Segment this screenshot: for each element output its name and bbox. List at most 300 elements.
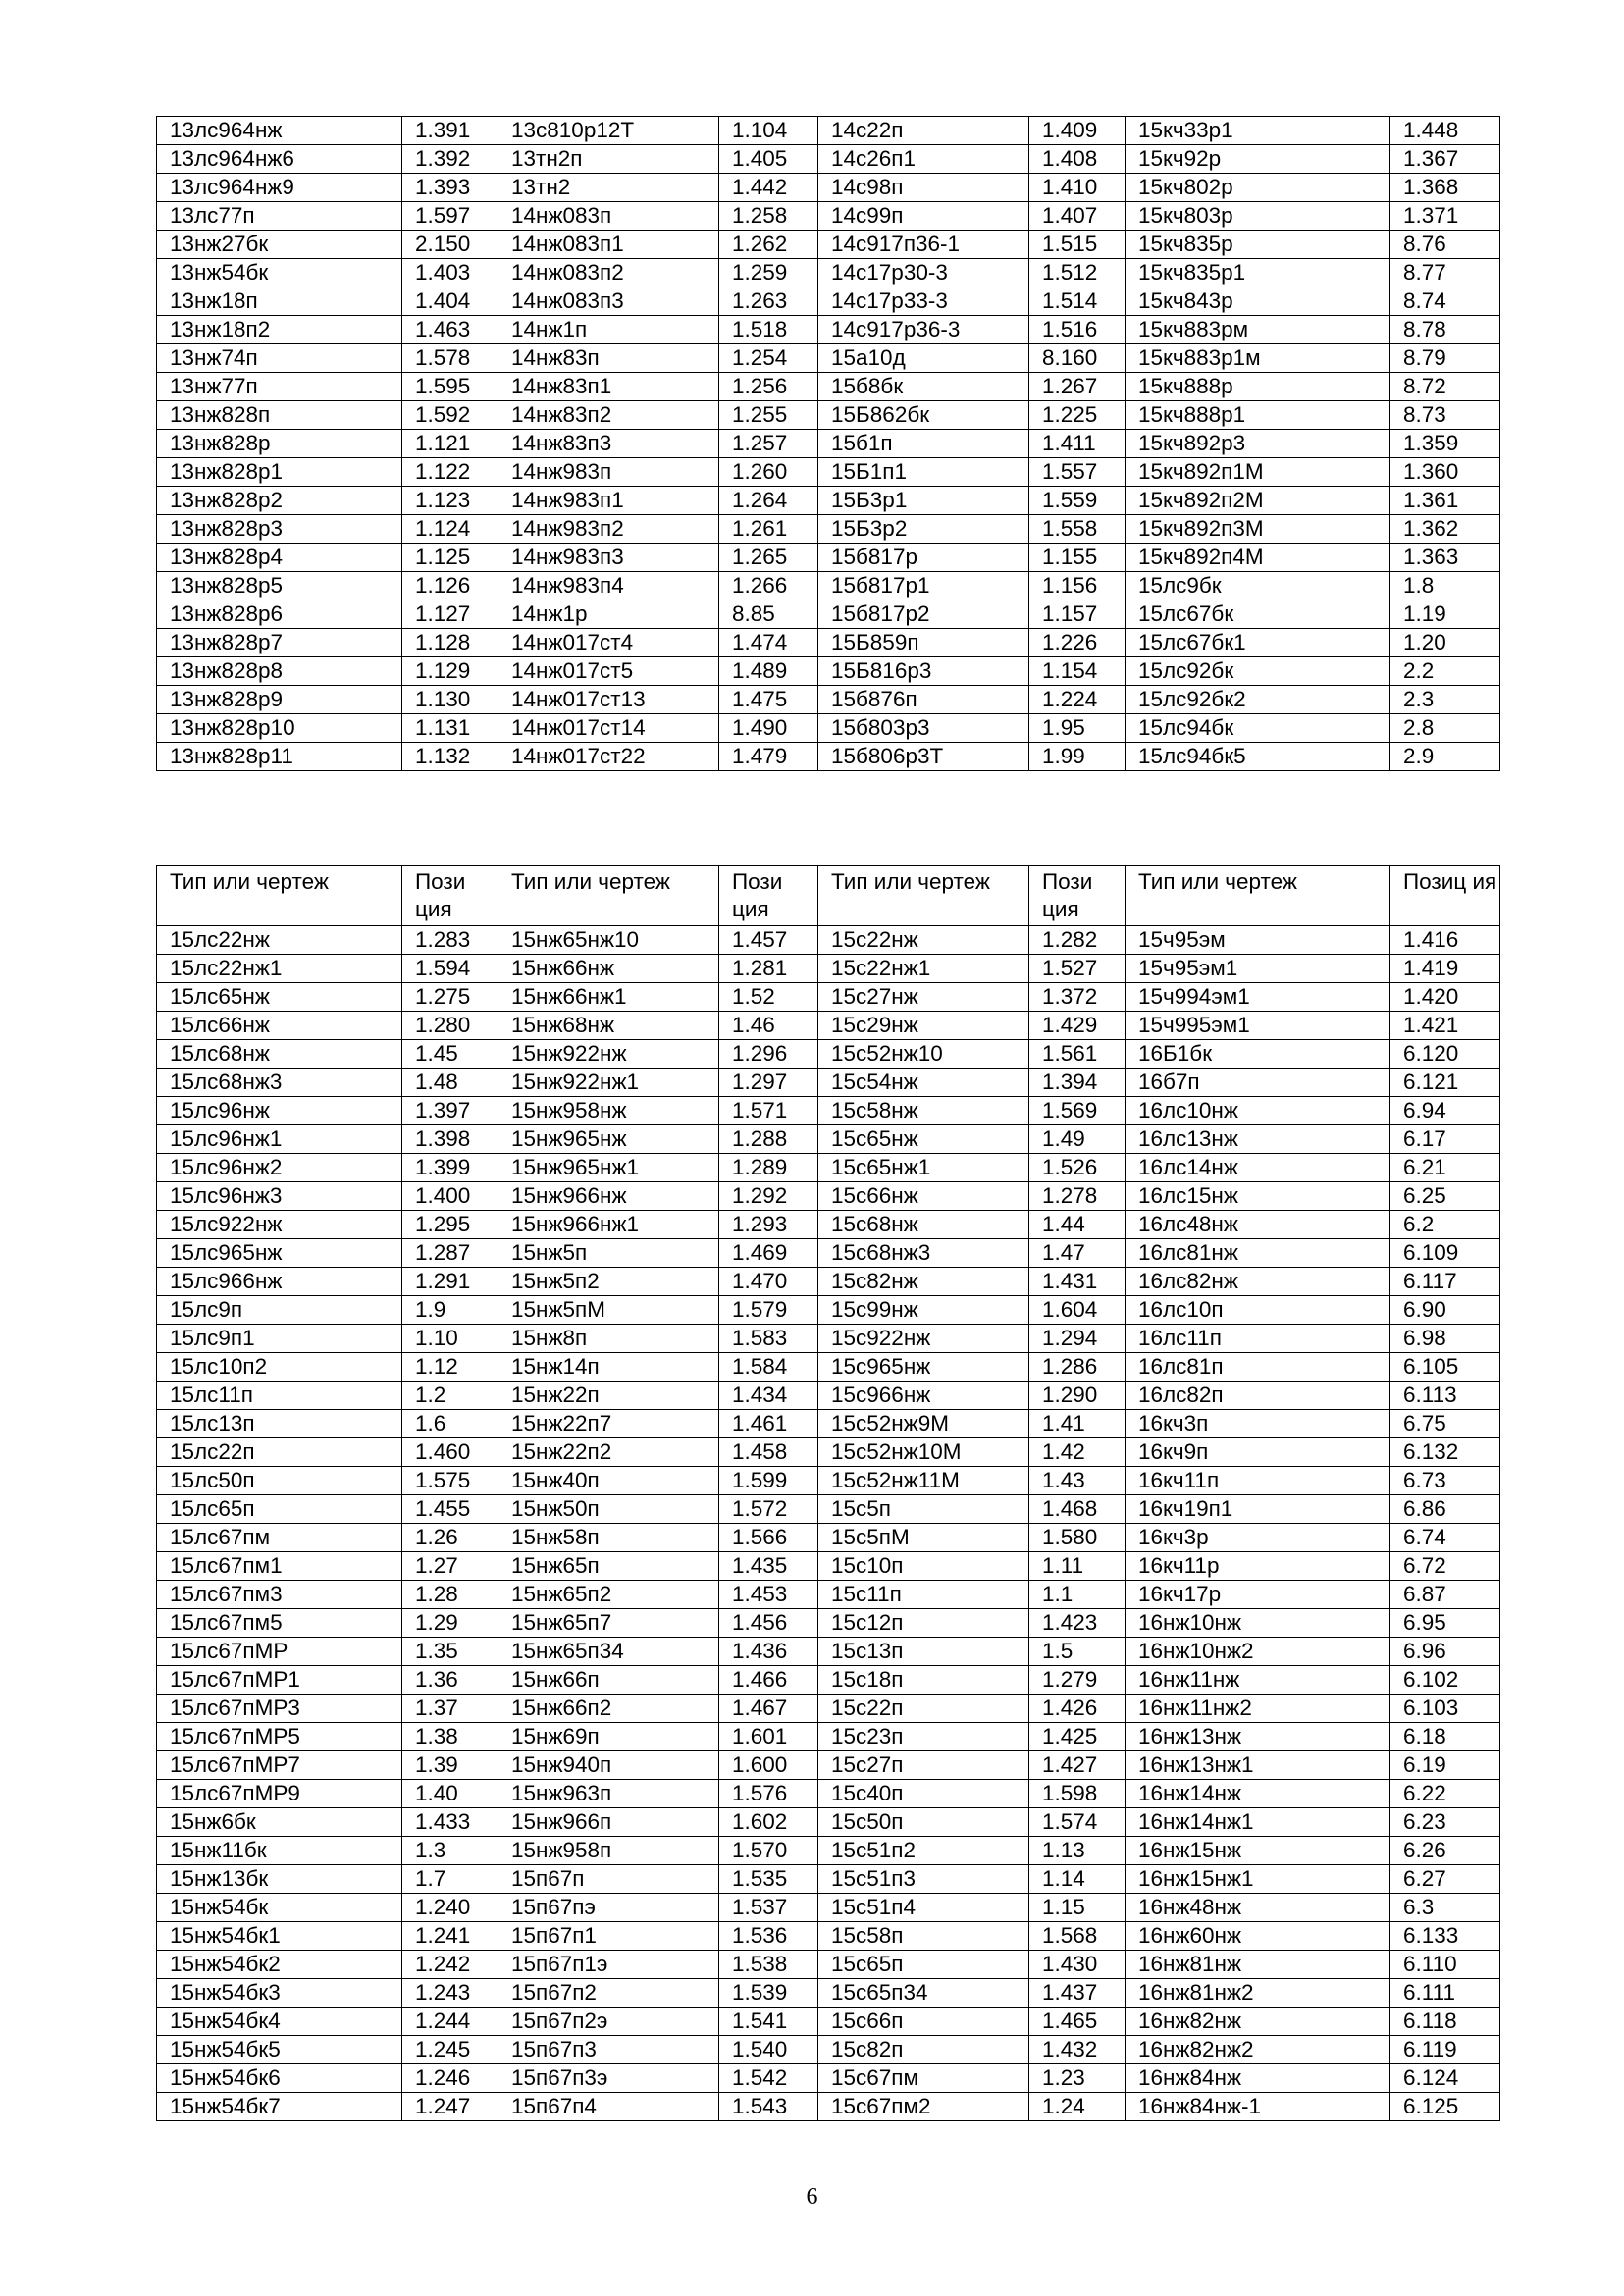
table-row [157, 1353, 1500, 1382]
position-cell: 1.398 [402, 1125, 498, 1154]
type-cell: 15лс9п1 [157, 1325, 402, 1353]
type-cell: 15лс96нж3 [157, 1182, 402, 1211]
table-row [157, 373, 1500, 401]
position-cell: 1.157 [1029, 600, 1126, 629]
position-cell: 1.457 [719, 926, 818, 955]
type-cell: 16нж15нж1 [1126, 1865, 1390, 1894]
type-cell: 15нж940п [498, 1751, 719, 1780]
type-cell: 15с58нж [818, 1097, 1029, 1125]
position-cell: 1.592 [402, 401, 498, 430]
type-cell: 15нж966п [498, 1808, 719, 1837]
type-cell: 15лс92бк [1126, 657, 1390, 686]
position-cell: 1.597 [402, 202, 498, 231]
position-cell: 1.359 [1390, 430, 1500, 458]
position-cell: 6.113 [1390, 1382, 1500, 1410]
type-cell: 15б817р2 [818, 600, 1029, 629]
position-cell: 1.368 [1390, 174, 1500, 202]
position-cell: 1.6 [402, 1410, 498, 1438]
position-cell: 1.527 [1029, 955, 1126, 983]
position-cell: 1.411 [1029, 430, 1126, 458]
type-cell: 15нж65п [498, 1552, 719, 1581]
type-cell: 15с23п [818, 1723, 1029, 1751]
position-cell: 6.2 [1390, 1211, 1500, 1239]
type-cell: 13нж828р5 [157, 572, 402, 600]
table-row [157, 1524, 1500, 1552]
position-cell: 6.26 [1390, 1837, 1500, 1865]
type-cell: 14нж83п2 [498, 401, 719, 430]
position-cell: 1.257 [719, 430, 818, 458]
type-cell: 13тн2 [498, 174, 719, 202]
type-cell: 15п67п3э [498, 2064, 719, 2093]
position-cell: 1.399 [402, 1154, 498, 1182]
position-cell: 1.291 [402, 1268, 498, 1296]
type-cell: 13нж828р7 [157, 629, 402, 657]
type-cell: 15п67п [498, 1865, 719, 1894]
type-cell: 14нж017ст4 [498, 629, 719, 657]
type-cell: 15нж22п7 [498, 1410, 719, 1438]
type-cell: 15нж50п [498, 1495, 719, 1524]
table-row [157, 1581, 1500, 1609]
position-cell: 1.15 [1029, 1894, 1126, 1922]
position-cell: 1.279 [1029, 1666, 1126, 1695]
position-cell: 1.514 [1029, 287, 1126, 316]
position-cell: 1.260 [719, 458, 818, 487]
type-cell: 15лс67пМР9 [157, 1780, 402, 1808]
type-cell: 15лс66нж [157, 1012, 402, 1040]
type-cell: 15с22нж [818, 926, 1029, 955]
position-cell: 1.226 [1029, 629, 1126, 657]
position-cell: 1.409 [1029, 117, 1126, 145]
type-cell: 15лс22нж1 [157, 955, 402, 983]
position-cell: 1.429 [1029, 1012, 1126, 1040]
position-cell: 1.460 [402, 1438, 498, 1467]
type-cell: 13нж828р8 [157, 657, 402, 686]
table-row [157, 2036, 1500, 2064]
type-cell: 15лс67пМР7 [157, 1751, 402, 1780]
table-row [157, 1438, 1500, 1467]
type-cell: 15нж22п [498, 1382, 719, 1410]
type-cell: 15лс68нж3 [157, 1069, 402, 1097]
type-cell: 16Б1бк [1126, 1040, 1390, 1069]
table-row [157, 1609, 1500, 1638]
table-row [157, 1097, 1500, 1125]
position-cell: 1.261 [719, 515, 818, 544]
type-cell: 15б8бк [818, 373, 1029, 401]
type-cell: 15с99нж [818, 1296, 1029, 1325]
type-cell: 13лс964нж6 [157, 145, 402, 174]
position-cell: 1.292 [719, 1182, 818, 1211]
type-cell: 15с27нж [818, 983, 1029, 1012]
type-cell: 15нж54бк6 [157, 2064, 402, 2093]
type-cell: 15кч883рм [1126, 316, 1390, 344]
column-header: Тип или чертеж [157, 866, 402, 926]
type-cell: 15с5пМ [818, 1524, 1029, 1552]
type-cell: 15кч892п3М [1126, 515, 1390, 544]
position-cell: 1.470 [719, 1268, 818, 1296]
position-cell: 1.372 [1029, 983, 1126, 1012]
table-row [157, 1239, 1500, 1268]
type-cell: 15кч843р [1126, 287, 1390, 316]
position-cell: 6.23 [1390, 1808, 1500, 1837]
table-row [157, 1012, 1500, 1040]
type-cell: 15нж54бк4 [157, 2008, 402, 2036]
type-cell: 15лс94бк5 [1126, 743, 1390, 771]
position-cell: 1.256 [719, 373, 818, 401]
type-cell: 14нж1р [498, 600, 719, 629]
type-cell: 15Б816р3 [818, 657, 1029, 686]
position-cell: 1.363 [1390, 544, 1500, 572]
table-row [157, 2093, 1500, 2121]
type-cell: 15п67п3 [498, 2036, 719, 2064]
type-cell: 13нж828р10 [157, 714, 402, 743]
type-cell: 13нж828р3 [157, 515, 402, 544]
type-cell: 13нж828р6 [157, 600, 402, 629]
table-row [157, 544, 1500, 572]
position-cell: 1.538 [719, 1951, 818, 1979]
type-cell: 15п67п4 [498, 2093, 719, 2121]
position-cell: 1.404 [402, 287, 498, 316]
table-row [157, 600, 1500, 629]
type-cell: 15лс9бк [1126, 572, 1390, 600]
type-cell: 15нж66п [498, 1666, 719, 1695]
position-cell: 1.584 [719, 1353, 818, 1382]
type-cell: 15лс22п [157, 1438, 402, 1467]
position-cell: 1.240 [402, 1894, 498, 1922]
position-cell: 1.474 [719, 629, 818, 657]
type-cell: 16кч11р [1126, 1552, 1390, 1581]
type-cell: 15лс68нж [157, 1040, 402, 1069]
position-cell: 8.78 [1390, 316, 1500, 344]
position-cell: 1.280 [402, 1012, 498, 1040]
type-cell: 14с22п [818, 117, 1029, 145]
type-cell: 15лс92бк2 [1126, 686, 1390, 714]
position-cell: 1.489 [719, 657, 818, 686]
type-cell: 15лс67пм [157, 1524, 402, 1552]
position-cell: 1.561 [1029, 1040, 1126, 1069]
position-cell: 1.433 [402, 1808, 498, 1837]
position-cell: 1.49 [1029, 1125, 1126, 1154]
position-cell: 1.397 [402, 1097, 498, 1125]
type-cell: 13лс964нж9 [157, 174, 402, 202]
position-cell: 1.604 [1029, 1296, 1126, 1325]
position-cell: 1.5 [1029, 1638, 1126, 1666]
type-cell: 15кч92р [1126, 145, 1390, 174]
position-cell: 6.94 [1390, 1097, 1500, 1125]
type-cell: 15лс65п [157, 1495, 402, 1524]
position-cell: 1.392 [402, 145, 498, 174]
position-cell: 1.536 [719, 1922, 818, 1951]
position-cell: 1.125 [402, 544, 498, 572]
column-header: Пози ция [402, 866, 498, 926]
position-cell: 1.466 [719, 1666, 818, 1695]
column-header: Пози ция [1029, 866, 1126, 926]
type-cell: 13нж18п2 [157, 316, 402, 344]
type-cell: 15кч888р [1126, 373, 1390, 401]
type-cell: 16нж15нж [1126, 1837, 1390, 1865]
position-cell: 1.569 [1029, 1097, 1126, 1125]
position-cell: 1.19 [1390, 600, 1500, 629]
position-cell: 6.102 [1390, 1666, 1500, 1695]
table-row [157, 174, 1500, 202]
position-cell: 2.3 [1390, 686, 1500, 714]
type-cell: 15кч803р [1126, 202, 1390, 231]
position-cell: 1.124 [402, 515, 498, 544]
position-cell: 1.362 [1390, 515, 1500, 544]
position-cell: 1.570 [719, 1837, 818, 1865]
position-cell: 1.122 [402, 458, 498, 487]
type-cell: 15с66нж [818, 1182, 1029, 1211]
position-cell: 6.75 [1390, 1410, 1500, 1438]
type-cell: 15с65п [818, 1951, 1029, 1979]
position-cell: 1.24 [1029, 2093, 1126, 2121]
type-cell: 15нж65п34 [498, 1638, 719, 1666]
type-cell: 15с966нж [818, 1382, 1029, 1410]
position-cell: 1.246 [402, 2064, 498, 2093]
position-cell: 1.475 [719, 686, 818, 714]
position-cell: 1.416 [1390, 926, 1500, 955]
type-cell: 16лс10п [1126, 1296, 1390, 1325]
position-cell: 1.128 [402, 629, 498, 657]
type-cell: 15кч892п2М [1126, 487, 1390, 515]
type-cell: 15с18п [818, 1666, 1029, 1695]
type-cell: 16нж84нж-1 [1126, 2093, 1390, 2121]
type-cell: 15кч33р1 [1126, 117, 1390, 145]
position-cell: 1.420 [1390, 983, 1500, 1012]
position-cell: 6.95 [1390, 1609, 1500, 1638]
type-cell: 15с12п [818, 1609, 1029, 1638]
type-cell: 16лс81нж [1126, 1239, 1390, 1268]
type-cell: 15с58п [818, 1922, 1029, 1951]
type-cell: 15нж958нж [498, 1097, 719, 1125]
type-cell: 16нж11нж [1126, 1666, 1390, 1695]
type-cell: 14с917п36-1 [818, 231, 1029, 259]
position-cell: 1.45 [402, 1040, 498, 1069]
position-cell: 1.431 [1029, 1268, 1126, 1296]
type-cell: 15нж40п [498, 1467, 719, 1495]
position-cell: 1.11 [1029, 1552, 1126, 1581]
type-cell: 16кч3р [1126, 1524, 1390, 1552]
position-cell: 1.537 [719, 1894, 818, 1922]
type-cell: 15лс67пМР1 [157, 1666, 402, 1695]
type-cell: 15кч888р1 [1126, 401, 1390, 430]
position-cell: 1.391 [402, 117, 498, 145]
position-cell: 1.425 [1029, 1723, 1126, 1751]
position-cell: 6.3 [1390, 1894, 1500, 1922]
position-cell: 1.224 [1029, 686, 1126, 714]
type-cell: 15кч835р [1126, 231, 1390, 259]
table-row [157, 1808, 1500, 1837]
column-header: Тип или чертеж [498, 866, 719, 926]
type-cell: 13лс964нж [157, 117, 402, 145]
table-row [157, 714, 1500, 743]
type-cell: 15нж65п7 [498, 1609, 719, 1638]
type-cell: 16нж14нж [1126, 1780, 1390, 1808]
table-row [157, 629, 1500, 657]
table-row [157, 1638, 1500, 1666]
type-cell: 16лс15нж [1126, 1182, 1390, 1211]
position-cell: 1.262 [719, 231, 818, 259]
table-row [157, 1695, 1500, 1723]
position-cell: 6.73 [1390, 1467, 1500, 1495]
position-cell: 1.154 [1029, 657, 1126, 686]
type-cell: 15нж54бк7 [157, 2093, 402, 2121]
position-cell: 1.559 [1029, 487, 1126, 515]
type-cell: 15лс67пМР3 [157, 1695, 402, 1723]
position-cell: 1.52 [719, 983, 818, 1012]
position-cell: 6.110 [1390, 1951, 1500, 1979]
position-cell: 6.111 [1390, 1979, 1500, 2008]
position-cell: 1.247 [402, 2093, 498, 2121]
position-cell: 2.150 [402, 231, 498, 259]
table-row [157, 344, 1500, 373]
type-cell: 15нж922нж [498, 1040, 719, 1069]
type-cell: 14с17р30-3 [818, 259, 1029, 287]
type-cell: 14нж83п1 [498, 373, 719, 401]
type-cell: 15лс96нж2 [157, 1154, 402, 1182]
type-cell: 16кч11п [1126, 1467, 1390, 1495]
type-cell: 15с965нж [818, 1353, 1029, 1382]
position-cell: 1.455 [402, 1495, 498, 1524]
type-cell: 16лс82нж [1126, 1268, 1390, 1296]
position-cell: 6.22 [1390, 1780, 1500, 1808]
type-cell: 15с68нж3 [818, 1239, 1029, 1268]
type-cell: 14нж983п1 [498, 487, 719, 515]
position-cell: 6.120 [1390, 1040, 1500, 1069]
position-cell: 1.27 [402, 1552, 498, 1581]
position-cell: 1.526 [1029, 1154, 1126, 1182]
position-cell: 1.575 [402, 1467, 498, 1495]
position-cell: 1.283 [402, 926, 498, 955]
type-cell: 15нж5п2 [498, 1268, 719, 1296]
type-cell: 15нж965нж [498, 1125, 719, 1154]
table-row [157, 401, 1500, 430]
position-cell: 1.259 [719, 259, 818, 287]
position-cell: 1.518 [719, 316, 818, 344]
position-cell: 8.73 [1390, 401, 1500, 430]
position-cell: 1.47 [1029, 1239, 1126, 1268]
type-cell: 15кч802р [1126, 174, 1390, 202]
type-cell: 15с65п34 [818, 1979, 1029, 2008]
type-cell: 16лс48нж [1126, 1211, 1390, 1239]
position-cell: 8.79 [1390, 344, 1500, 373]
type-cell: 15лс67пм5 [157, 1609, 402, 1638]
type-cell: 15с67пм2 [818, 2093, 1029, 2121]
type-cell: 15с51п4 [818, 1894, 1029, 1922]
type-cell: 14нж017ст14 [498, 714, 719, 743]
table-row [157, 2064, 1500, 2093]
position-cell: 6.72 [1390, 1552, 1500, 1581]
position-cell: 6.17 [1390, 1125, 1500, 1154]
type-cell: 14с17р33-3 [818, 287, 1029, 316]
type-cell: 16кч19п1 [1126, 1495, 1390, 1524]
position-cell: 6.90 [1390, 1296, 1500, 1325]
position-cell: 1.13 [1029, 1837, 1126, 1865]
type-cell: 15нж966нж [498, 1182, 719, 1211]
position-cell: 1.42 [1029, 1438, 1126, 1467]
position-cell: 1.601 [719, 1723, 818, 1751]
position-cell: 1.10 [402, 1325, 498, 1353]
position-cell: 1.267 [1029, 373, 1126, 401]
position-cell: 6.74 [1390, 1524, 1500, 1552]
position-cell: 1.576 [719, 1780, 818, 1808]
position-cell: 1.361 [1390, 487, 1500, 515]
position-cell: 1.265 [719, 544, 818, 572]
position-cell: 1.423 [1029, 1609, 1126, 1638]
table-row [157, 1723, 1500, 1751]
position-cell: 6.118 [1390, 2008, 1500, 2036]
type-cell: 15нж14п [498, 1353, 719, 1382]
type-cell: 14с917р36-3 [818, 316, 1029, 344]
type-cell: 14нж83п3 [498, 430, 719, 458]
table-row [157, 1552, 1500, 1581]
type-cell: 15с82п [818, 2036, 1029, 2064]
type-cell: 16нж82нж [1126, 2008, 1390, 2036]
position-cell: 1.155 [1029, 544, 1126, 572]
type-cell: 14нж1п [498, 316, 719, 344]
position-cell: 1.36 [402, 1666, 498, 1695]
position-cell: 1.130 [402, 686, 498, 714]
positions-table-2 [156, 865, 1500, 2121]
position-cell: 1.7 [402, 1865, 498, 1894]
type-cell: 15с50п [818, 1808, 1029, 1837]
type-cell: 15лс13п [157, 1410, 402, 1438]
position-cell: 1.40 [402, 1780, 498, 1808]
position-cell: 1.264 [719, 487, 818, 515]
type-cell: 15нж5п [498, 1239, 719, 1268]
position-cell: 1.419 [1390, 955, 1500, 983]
position-cell: 1.289 [719, 1154, 818, 1182]
table-row [157, 1154, 1500, 1182]
position-cell: 1.123 [402, 487, 498, 515]
type-cell: 15б817р1 [818, 572, 1029, 600]
type-cell: 15с27п [818, 1751, 1029, 1780]
type-cell: 15нж13бк [157, 1865, 402, 1894]
position-cell: 6.27 [1390, 1865, 1500, 1894]
type-cell: 15б803р3 [818, 714, 1029, 743]
type-cell: 13нж74п [157, 344, 402, 373]
type-cell: 16лс13нж [1126, 1125, 1390, 1154]
position-cell: 1.12 [402, 1353, 498, 1382]
position-cell: 1.290 [1029, 1382, 1126, 1410]
position-cell: 1.293 [719, 1211, 818, 1239]
position-cell: 1.541 [719, 2008, 818, 2036]
position-cell: 6.117 [1390, 1268, 1500, 1296]
table-row [157, 955, 1500, 983]
type-cell: 13нж828р1 [157, 458, 402, 487]
type-cell: 14с26п1 [818, 145, 1029, 174]
position-cell: 1.579 [719, 1296, 818, 1325]
table-row [157, 1410, 1500, 1438]
type-cell: 15с51п3 [818, 1865, 1029, 1894]
position-cell: 1.14 [1029, 1865, 1126, 1894]
position-cell: 1.29 [402, 1609, 498, 1638]
position-cell: 1.568 [1029, 1922, 1126, 1951]
position-cell: 1.281 [719, 955, 818, 983]
type-cell: 14нж083п2 [498, 259, 719, 287]
type-cell: 15лс96нж [157, 1097, 402, 1125]
position-cell: 6.25 [1390, 1182, 1500, 1211]
position-cell: 1.442 [719, 174, 818, 202]
table-row [157, 743, 1500, 771]
type-cell: 15нж66нж [498, 955, 719, 983]
position-cell: 2.2 [1390, 657, 1500, 686]
position-cell: 1.286 [1029, 1353, 1126, 1382]
table-row [157, 1182, 1500, 1211]
position-cell: 1.490 [719, 714, 818, 743]
position-cell: 1.456 [719, 1609, 818, 1638]
position-cell: 6.119 [1390, 2036, 1500, 2064]
type-cell: 15с51п2 [818, 1837, 1029, 1865]
